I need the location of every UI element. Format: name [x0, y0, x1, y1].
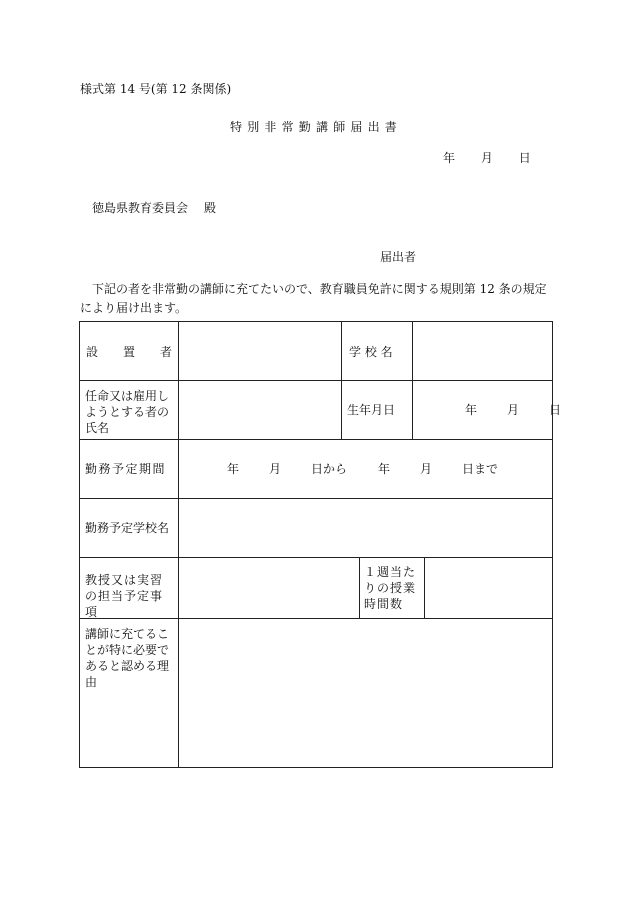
date-day: 日 [518, 151, 531, 165]
founder-label-char: 者 [159, 345, 172, 359]
birthdate-label: 生年月日 [347, 403, 396, 417]
weekly-hours-label: １週当たりの授業時間数 [364, 565, 417, 611]
to-year: 年 [378, 462, 391, 476]
date-year: 年 [443, 151, 456, 165]
recipient-line [92, 199, 216, 216]
honorific: 殿 [204, 201, 217, 215]
period-from [227, 461, 347, 477]
submitter-label: 届出者 [380, 250, 417, 264]
to-day: 日まで [462, 462, 499, 476]
birth-year: 年 [465, 403, 478, 417]
birth-day: 日 [549, 403, 562, 417]
recipient-name: 徳島県教育委員会 [92, 201, 189, 215]
date-line [443, 149, 531, 166]
school-label: 勤務予定学校名 [85, 521, 170, 535]
founder-label-char: 置 [122, 345, 135, 359]
school-name-value-cell[interactable] [412, 321, 553, 381]
intro-text: 下記の者を非常勤の講師に充てたいので、教育職員免許に関する規則第 12 条の規定により届け出ます。 [80, 282, 547, 315]
period-label: 勤務予定期間 [85, 462, 167, 476]
founder-label-char: 設 [86, 345, 99, 359]
from-day: 日から [311, 462, 348, 476]
founder-value-cell[interactable] [178, 321, 342, 381]
school-name-label: 学 校 名 [349, 345, 393, 359]
founder-label [86, 344, 172, 360]
from-year: 年 [227, 462, 240, 476]
date-month: 月 [480, 151, 493, 165]
to-month: 月 [420, 462, 433, 476]
subject-label: 教授又は実習の担当予定事項 [85, 573, 164, 619]
form-number: 様式第 14 号(第 12 条関係) [80, 82, 232, 96]
from-month: 月 [269, 462, 282, 476]
reason-label: 講師に充てることが特に必要であると認める理由 [85, 627, 170, 689]
birth-month: 月 [507, 403, 520, 417]
birthdate-parts [465, 402, 561, 418]
appointee-label: 任命又は雇用しようとする者の氏名 [85, 389, 170, 435]
weekly-hours-value-cell[interactable] [424, 557, 553, 619]
reason-value-cell[interactable] [178, 618, 553, 768]
school-value-cell[interactable] [178, 498, 553, 558]
appointee-value-cell[interactable] [178, 380, 342, 440]
subject-value-cell[interactable] [178, 557, 360, 619]
period-to [378, 461, 498, 477]
document-title: 特別非常勤講師届出書 [230, 120, 403, 134]
